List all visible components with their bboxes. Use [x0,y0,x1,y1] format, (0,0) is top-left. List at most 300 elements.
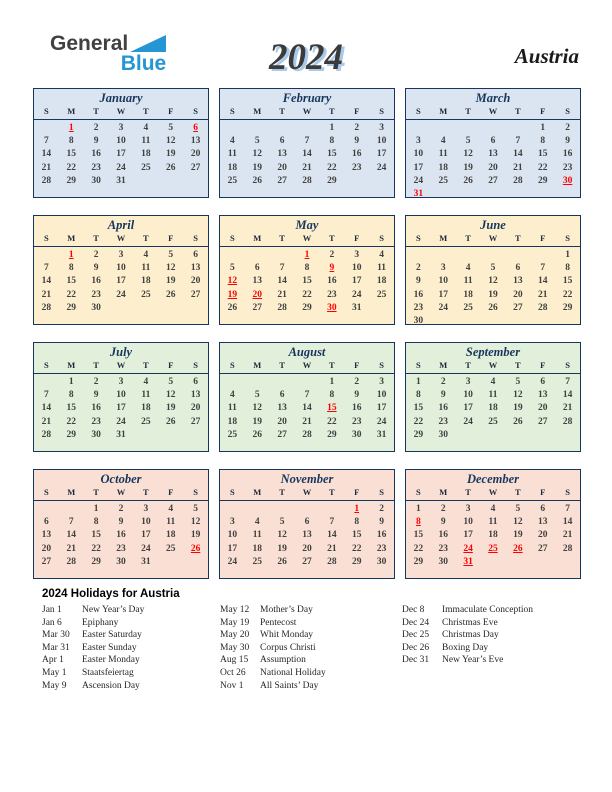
weekday-label: S [416,106,421,116]
holiday-item-name: Boxing Day [442,642,489,653]
date-cell: 8 [329,136,335,147]
empty-cell [270,249,295,262]
year-title: 2024 [269,37,343,78]
date-cell: 29 [327,429,337,440]
date-cell: 27 [277,175,287,186]
month-days [34,120,208,188]
date-cell: 17 [413,162,424,173]
date-cell: 23 [351,162,362,173]
date-cell: 22 [66,162,77,173]
calendar-grid [33,88,581,579]
date-cell: 27 [190,416,201,427]
date-cell: 14 [327,530,337,541]
date-cell: 9 [379,517,384,528]
date-cell: 2 [565,123,570,133]
weekday-label: S [379,233,384,243]
date-cell: 16 [438,403,449,414]
date-cell: 15 [351,530,362,541]
date-cell: 5 [254,390,260,401]
empty-cell [220,503,245,516]
date-cell: 20 [277,162,287,173]
empty-cell [34,503,59,516]
date-cell: 21 [327,543,337,554]
date-cell: 5 [515,504,521,514]
date-cell: 12 [277,530,287,541]
weekday-label: T [515,360,521,370]
date-cell: 6 [304,517,310,528]
month-title: July [109,345,133,359]
month-days [220,374,394,442]
date-cell: 26 [277,556,287,567]
date-cell: 4 [254,517,260,528]
date-cell: 28 [66,556,77,567]
date-cell: 24 [116,289,126,300]
month-january [33,88,209,198]
date-cell: 7 [44,136,49,147]
date-cell: 25 [141,416,151,427]
holiday-item-date: Nov 1 [220,680,244,691]
date-cell: 23 [376,543,387,554]
date-cell: 10 [141,517,151,528]
date-cell: 28 [41,429,52,440]
weekday-label: F [540,106,546,116]
date-cell: 13 [513,276,523,287]
date-cell: 22 [66,416,77,427]
date-cell: 30 [116,556,126,567]
date-cell: 12 [190,517,201,528]
date-cell: 11 [488,517,498,528]
date-cell: 13 [537,390,548,401]
date-cell: 24 [463,416,473,427]
holiday-item [402,604,533,617]
date-cell: 29 [66,429,77,440]
date-cell: 16 [562,149,573,160]
weekday-label: W [302,233,312,243]
date-cell: 16 [351,403,362,414]
date-cell: 18 [252,543,263,554]
holidays-column-1 [42,604,144,692]
weekday-header-row [34,106,208,120]
holiday-item-name: Pentecost [260,617,297,628]
holiday-item [42,680,144,693]
empty-cell [431,122,456,135]
date-cell: 22 [66,289,77,300]
month-title: February [282,91,332,105]
weekday-header-row [34,233,208,247]
date-cell: 8 [416,390,421,401]
month-october [33,469,209,579]
date-cell: 25 [488,416,498,427]
holiday-item-name: Christmas Eve [442,617,498,628]
month-september [405,342,581,452]
holiday-date-cell: 15 [327,403,337,414]
date-cell: 13 [537,517,548,528]
date-cell: 28 [41,175,52,186]
date-cell: 26 [488,302,498,313]
date-cell: 31 [376,429,387,440]
date-cell: 19 [488,289,498,300]
holiday-item-name: Ascension Day [82,680,140,691]
date-cell: 25 [438,175,449,186]
date-cell: 15 [66,149,77,160]
date-cell: 6 [279,390,285,401]
date-cell: 13 [252,276,263,287]
weekday-label: M [67,487,76,497]
weekday-label: T [143,360,149,370]
month-days [220,120,394,188]
date-cell: 19 [252,416,263,427]
date-cell: 22 [327,162,337,173]
empty-cell [481,249,506,262]
date-cell: 6 [44,517,49,528]
date-cell: 16 [116,530,126,541]
holiday-item-name: Easter Sunday [82,642,137,653]
date-cell: 25 [376,289,387,300]
date-cell: 7 [515,136,521,147]
date-cell: 12 [165,136,176,147]
date-cell: 18 [463,289,473,300]
date-cell: 21 [277,289,287,300]
date-cell: 17 [116,276,126,287]
date-cell: 9 [354,390,360,401]
empty-cell [295,122,320,135]
date-cell: 4 [168,504,174,514]
date-cell: 13 [41,530,52,541]
date-cell: 28 [562,543,573,554]
date-cell: 11 [438,149,448,160]
weekday-label: T [93,487,99,497]
weekday-label: M [253,106,262,116]
month-title: November [280,472,334,486]
month-days [406,247,580,325]
weekday-header-row [34,360,208,374]
empty-cell [34,122,59,135]
holiday-item-name: Epiphany [82,617,119,628]
date-cell: 3 [379,123,384,133]
date-cell: 25 [463,302,473,313]
date-cell: 11 [377,263,387,274]
date-cell: 27 [537,543,548,554]
date-cell: 11 [227,149,237,160]
date-cell: 6 [193,377,198,387]
date-cell: 14 [562,517,573,528]
date-cell: 3 [465,377,471,387]
date-cell: 25 [165,543,176,554]
holiday-item [220,667,326,680]
date-cell: 21 [302,416,312,427]
date-cell: 14 [537,276,548,287]
empty-cell [270,122,295,135]
date-cell: 22 [327,416,337,427]
empty-cell [406,122,431,135]
date-cell: 12 [463,149,473,160]
date-cell: 24 [376,416,387,427]
date-cell: 25 [252,556,263,567]
date-cell: 14 [513,149,523,160]
date-cell: 16 [351,149,362,160]
date-cell: 24 [438,302,449,313]
date-cell: 18 [227,162,238,173]
holiday-date-cell: 12 [227,276,238,287]
date-cell: 9 [354,136,360,147]
date-cell: 21 [562,530,573,541]
weekday-label: M [439,360,448,370]
holiday-date-cell: 6 [193,123,198,133]
date-cell: 23 [327,289,337,300]
date-cell: 20 [277,416,287,427]
date-cell: 18 [141,149,151,160]
holiday-item-date: May 1 [42,667,67,678]
weekday-label: S [565,360,570,370]
date-cell: 23 [116,543,126,554]
date-cell: 10 [463,390,473,401]
month-title: August [288,345,326,359]
weekday-label: S [193,233,198,243]
weekday-label: S [193,106,198,116]
date-cell: 2 [93,123,99,133]
date-cell: 8 [329,390,335,401]
weekday-label: S [44,106,49,116]
month-title: January [99,91,143,105]
holiday-item-name: Immaculate Conception [442,605,534,615]
weekday-header-row [220,106,394,120]
weekday-header-row [406,106,580,120]
date-cell: 19 [513,403,523,414]
date-cell: 25 [141,162,151,173]
date-cell: 18 [438,162,449,173]
date-cell: 25 [227,175,238,186]
date-cell: 31 [116,429,126,440]
weekday-label: T [93,233,99,243]
holiday-item-name: Whit Monday [260,630,314,641]
weekday-header-row [220,233,394,247]
date-cell: 29 [413,429,424,440]
holiday-item [42,604,144,617]
date-cell: 22 [413,416,424,427]
weekday-label: M [67,360,76,370]
date-cell: 22 [562,289,573,300]
holiday-item [42,617,144,630]
date-cell: 10 [376,390,387,401]
date-cell: 15 [327,149,337,160]
weekday-label: W [488,360,498,370]
weekday-label: M [439,106,448,116]
holiday-date-cell: 24 [463,543,473,554]
date-cell: 2 [329,250,335,260]
holiday-item-date: May 12 [220,605,250,615]
date-cell: 16 [413,289,424,300]
date-cell: 17 [463,530,473,541]
weekday-label: S [44,487,49,497]
date-cell: 7 [44,390,49,401]
date-cell: 23 [438,543,449,554]
weekday-label: F [168,487,174,497]
date-cell: 6 [254,263,260,274]
weekday-label: W [116,487,126,497]
date-cell: 6 [490,136,496,147]
holiday-item-name: Mother’s Day [260,605,313,615]
date-cell: 20 [537,530,548,541]
date-cell: 19 [165,403,176,414]
weekday-label: S [379,487,384,497]
weekday-label: F [354,106,360,116]
date-cell: 7 [68,517,74,528]
date-cell: 29 [562,302,573,313]
date-cell: 26 [252,429,263,440]
date-cell: 22 [537,162,548,173]
holiday-item [220,629,326,642]
date-cell: 7 [329,517,335,528]
empty-cell [245,249,270,262]
holiday-item-date: Jan 6 [42,617,62,628]
date-cell: 17 [438,289,449,300]
holiday-item-date: Dec 24 [402,617,430,628]
date-cell: 11 [141,136,151,147]
date-cell: 2 [440,504,446,514]
date-cell: 27 [488,175,498,186]
month-days [406,501,580,569]
weekday-label: S [565,487,570,497]
weekday-header-row [220,487,394,501]
holidays-column-2 [220,604,326,692]
date-cell: 3 [230,517,235,528]
month-days [406,120,580,198]
date-cell: 26 [165,416,176,427]
date-cell: 30 [376,556,387,567]
date-cell: 9 [440,390,446,401]
weekday-label: W [116,360,126,370]
month-days [220,247,394,315]
weekday-label: W [488,233,498,243]
date-cell: 5 [465,136,471,147]
weekday-header-row [406,360,580,374]
logo-general-text: General [50,32,129,55]
weekday-label: T [465,233,471,243]
date-cell: 4 [490,504,496,514]
date-cell: 10 [116,390,126,401]
date-cell: 26 [463,175,473,186]
date-cell: 20 [537,403,548,414]
weekday-header-row [220,360,394,374]
weekday-label: M [253,487,262,497]
date-cell: 15 [537,149,548,160]
empty-cell [270,503,295,516]
date-cell: 24 [116,162,126,173]
weekday-label: T [93,360,99,370]
weekday-label: S [230,233,235,243]
date-cell: 28 [513,175,523,186]
date-cell: 20 [302,543,312,554]
holiday-item-name: Assumption [260,655,306,666]
date-cell: 19 [277,543,287,554]
date-cell: 26 [165,289,176,300]
holiday-date-cell: 1 [68,250,74,260]
date-cell: 20 [488,162,498,173]
holiday-item [402,617,533,630]
weekday-label: T [515,233,521,243]
date-cell: 15 [562,276,573,287]
date-cell: 10 [463,517,473,528]
holiday-date-cell: 9 [329,263,335,274]
date-cell: 3 [118,123,124,133]
weekday-label: S [565,106,570,116]
month-may [219,215,395,325]
date-cell: 20 [41,543,52,554]
date-cell: 21 [41,162,52,173]
date-cell: 3 [465,504,471,514]
date-cell: 9 [93,136,99,147]
month-december [405,469,581,579]
weekday-label: T [143,233,149,243]
date-cell: 12 [252,149,263,160]
empty-cell [295,503,320,516]
date-cell: 5 [279,517,285,528]
holiday-item-name: Christmas Day [442,630,499,641]
empty-cell [245,376,270,389]
date-cell: 21 [302,162,312,173]
date-cell: 21 [41,416,52,427]
empty-cell [34,249,59,262]
date-cell: 30 [91,175,101,186]
weekday-label: W [302,106,312,116]
date-cell: 8 [93,517,99,528]
date-cell: 31 [116,175,126,186]
weekday-label: S [193,360,198,370]
date-cell: 9 [416,276,421,287]
holiday-item [220,642,326,655]
date-cell: 9 [440,517,446,528]
month-days [34,247,208,315]
date-cell: 17 [351,276,362,287]
holiday-item-date: May 9 [42,680,67,691]
date-cell: 12 [252,403,263,414]
date-cell: 4 [143,377,149,387]
date-cell: 27 [302,556,312,567]
weekday-label: T [465,106,471,116]
date-cell: 27 [277,429,287,440]
date-cell: 27 [41,556,52,567]
date-cell: 5 [168,377,174,387]
date-cell: 28 [41,302,52,313]
date-cell: 13 [277,403,287,414]
date-cell: 3 [379,377,384,387]
date-cell: 21 [41,289,52,300]
date-cell: 28 [537,302,548,313]
month-title: June [480,218,506,232]
date-cell: 16 [327,276,337,287]
date-cell: 13 [190,263,201,274]
date-cell: 15 [66,276,77,287]
date-cell: 16 [91,149,101,160]
weekday-label: S [230,360,235,370]
date-cell: 21 [513,162,523,173]
date-cell: 23 [413,302,424,313]
weekday-label: S [416,233,421,243]
weekday-label: M [439,487,448,497]
date-cell: 24 [376,162,387,173]
date-cell: 20 [190,149,201,160]
date-cell: 1 [329,123,335,133]
date-cell: 26 [252,175,263,186]
date-cell: 24 [413,175,424,186]
empty-cell [220,376,245,389]
empty-cell [481,122,506,135]
empty-cell [319,503,344,516]
date-cell: 1 [540,123,546,133]
date-cell: 2 [379,504,384,514]
date-cell: 7 [540,263,546,274]
weekday-label: F [540,360,546,370]
